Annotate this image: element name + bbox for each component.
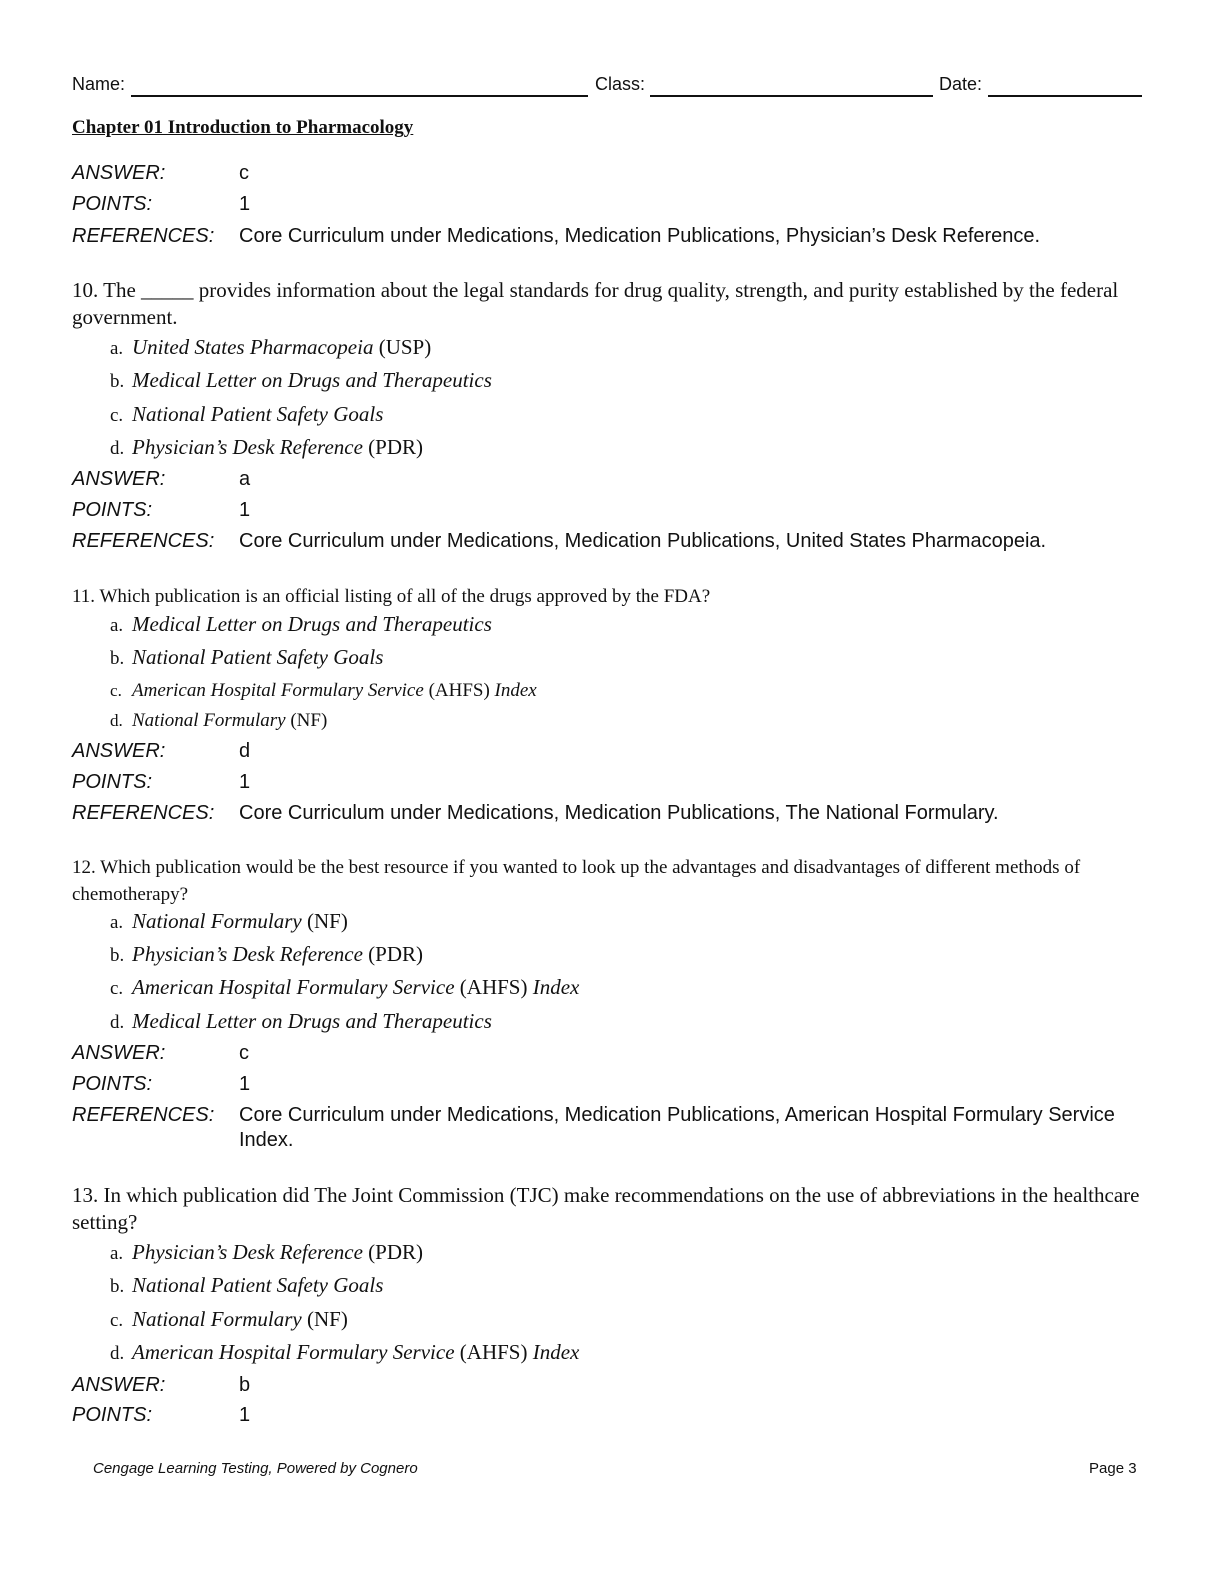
answer-option [110,611,492,639]
points-label: POINTS: [72,193,153,215]
references-label: REFERENCES: [72,1104,215,1126]
option-title: Medical Letter on Drugs and Therapeutics [132,368,492,392]
points-value: 1 [239,1404,251,1426]
points-label: POINTS: [72,1404,153,1426]
question-stem: 11. Which publication is an official listing of all of the drugs approved by the FDA? [72,586,711,607]
option-suffix: (NF) [301,1307,348,1331]
answer-option [110,677,537,704]
option-letter: b. [110,648,125,669]
option-suffix-italic: Index [532,975,580,999]
answer-value: d [239,740,251,762]
answer-value: a [239,468,251,490]
option-letter: a. [110,615,124,636]
references-label: REFERENCES: [72,530,215,552]
answer-value: c [239,162,249,184]
option-title: Physician’s Desk Reference [132,435,363,459]
page-header [72,72,1142,96]
option-title: National Formulary [132,1307,302,1331]
answer-label: ANSWER: [72,162,166,184]
option-letter: d. [110,1012,125,1033]
option-letter: d. [110,1343,125,1364]
references-label: REFERENCES: [72,225,215,247]
date-field-line[interactable] [988,95,1142,97]
class-label: Class: [595,74,646,94]
points-value: 1 [239,193,251,215]
option-title: Medical Letter on Drugs and Therapeutics [132,612,492,636]
option-letter: c. [110,978,124,999]
option-suffix: (AHFS) [454,975,533,999]
references-label: REFERENCES: [72,802,215,824]
name-label: Name: [72,74,126,94]
answer-option [110,941,423,969]
option-title: Medical Letter on Drugs and Therapeutics [132,1009,492,1033]
option-letter: b. [110,371,125,392]
option-suffix: (USP) [373,335,432,359]
option-letter: a. [110,1243,124,1264]
option-title: Physician’s Desk Reference [132,1240,363,1264]
answer-option [110,1339,579,1367]
answer-label: ANSWER: [72,1374,166,1396]
option-title: Physician’s Desk Reference [132,942,363,966]
references-value: Core Curriculum under Medications, Medication Publications, The National Formulary. [239,802,999,824]
answer-value: c [239,1042,249,1064]
option-suffix: (NF) [301,909,348,933]
points-value: 1 [239,1073,251,1095]
option-suffix: (PDR) [362,942,424,966]
date-label: Date: [939,74,983,94]
answer-option [110,1239,423,1267]
references-value: Core Curriculum under Medications, Medication Publications, United States Pharmacopeia. [239,530,1047,552]
answer-option [110,1306,348,1334]
chapter-title: Chapter 01 Introduction to Pharmacology [72,117,414,138]
points-label: POINTS: [72,771,153,793]
option-suffix: (PDR) [362,1240,424,1264]
option-suffix: (PDR) [362,435,424,459]
answer-label: ANSWER: [72,468,166,490]
option-title: National Patient Safety Goals [132,645,384,669]
option-letter: c. [110,405,124,426]
option-title: National Formulary [132,909,302,933]
name-field-line[interactable] [131,95,588,97]
option-letter: d. [110,711,123,730]
option-letter: c. [110,681,122,700]
footer-publisher: Cengage Learning Testing, Powered by Cognero [93,1460,418,1477]
answer-option [110,908,348,936]
option-letter: b. [110,945,125,966]
answer-option [110,1008,492,1036]
question-stem: 13. In which publication did The Joint Commission (TJC) make recommendations on the use of abbreviations in the healthcare setting? [72,1183,1140,1234]
answer-option [110,367,492,395]
references-value: Core Curriculum under Medications, Medication Publications, Physician’s Desk Reference. [239,225,1041,247]
points-label: POINTS: [72,499,153,521]
answer-option [110,707,327,734]
references-value: Core Curriculum under Medications, Medication Publications, American Hospital Formulary Service Index. [239,1104,1115,1151]
option-letter: d. [110,438,125,459]
option-title: National Patient Safety Goals [132,1273,384,1297]
option-suffix: (AHFS) [423,680,495,701]
option-letter: a. [110,338,124,359]
answer-option [110,334,431,362]
option-title: National Formulary [132,710,286,731]
question-stem: 10. The _____ provides information about the legal standards for drug quality, strength, and purity established by the federal government. [72,278,1119,329]
answer-option [110,644,383,672]
option-title: American Hospital Formulary Service [132,680,424,701]
option-letter: c. [110,1310,124,1331]
answer-option [110,434,423,462]
option-title: National Patient Safety Goals [132,402,384,426]
points-label: POINTS: [72,1073,153,1095]
option-letter: b. [110,1276,125,1297]
option-title: American Hospital Formulary Service [132,1340,455,1364]
question-stem: 12. Which publication would be the best resource if you wanted to look up the advantages and disadvantages of different methods of chemotherapy? [72,857,1081,905]
answer-option [110,974,579,1002]
option-suffix: (NF) [285,710,328,731]
answer-option [110,401,383,429]
answer-value: b [239,1374,251,1396]
answer-label: ANSWER: [72,740,166,762]
class-field-line[interactable] [650,95,933,97]
points-value: 1 [239,771,251,793]
option-suffix-italic: Index [494,680,537,701]
answer-label: ANSWER: [72,1042,166,1064]
page-number: Page 3 [1089,1460,1137,1477]
answer-option [110,1272,383,1300]
option-title: United States Pharmacopeia [132,335,374,359]
option-letter: a. [110,912,124,933]
points-value: 1 [239,499,251,521]
option-suffix-italic: Index [532,1340,580,1364]
option-title: American Hospital Formulary Service [132,975,455,999]
option-suffix: (AHFS) [454,1340,533,1364]
